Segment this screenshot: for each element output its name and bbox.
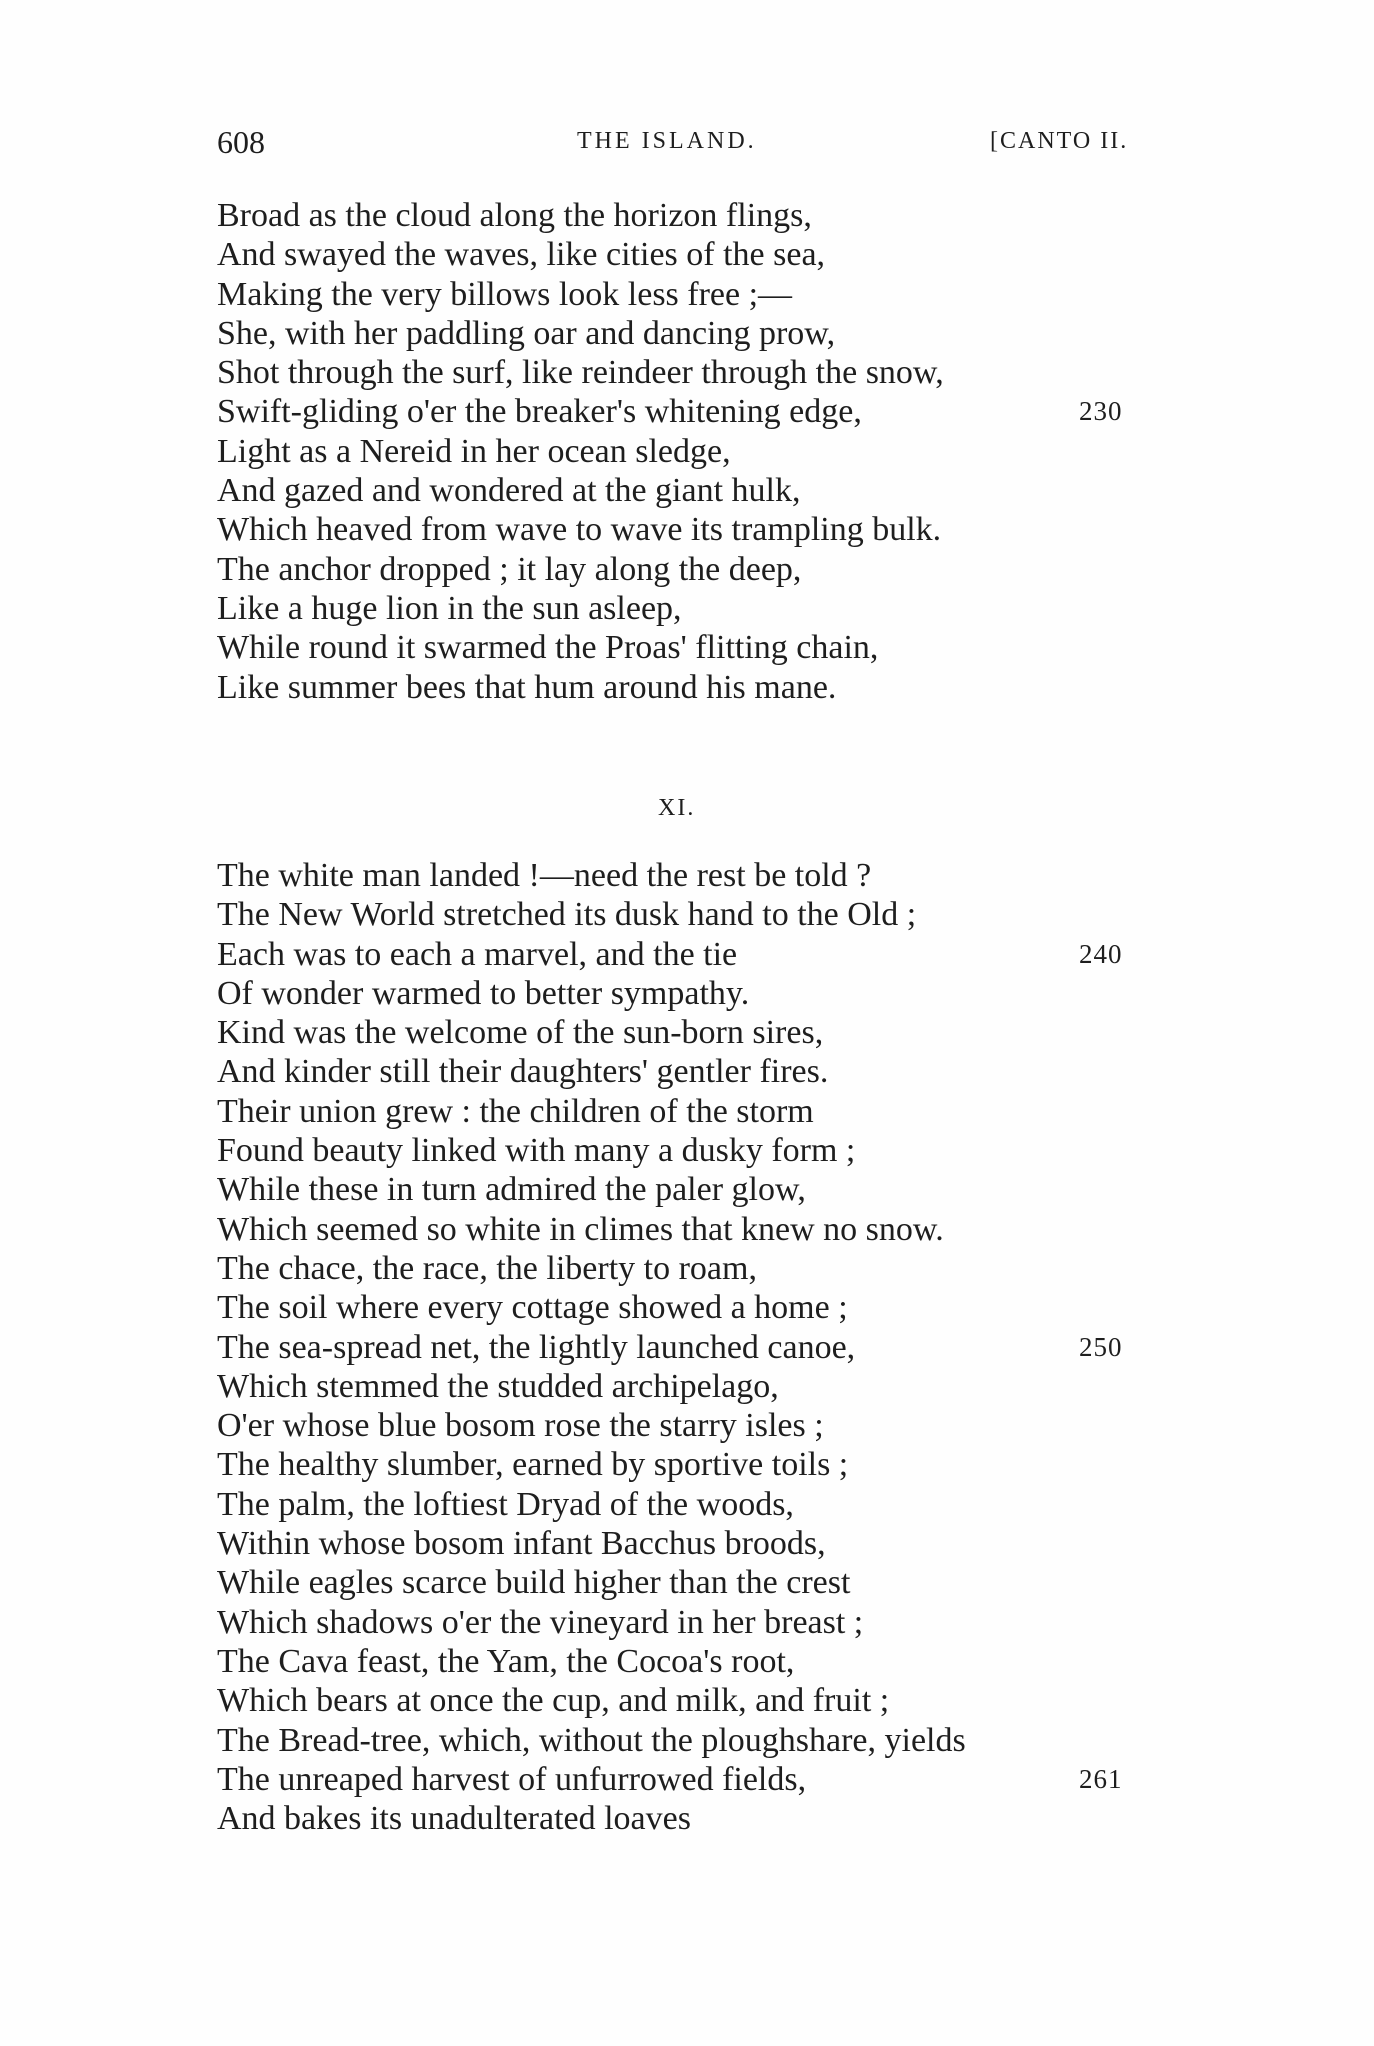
verse-line (217, 1170, 1167, 1209)
verse-text: Like summer bees that hum around his mane. (217, 668, 837, 706)
verse-line (217, 432, 1167, 471)
verse-line (217, 550, 1167, 589)
verse-text: The Bread-tree, which, without the ploughshare, yields (217, 1721, 966, 1759)
verse-line (217, 1485, 1167, 1524)
section-heading: XI. (658, 795, 696, 821)
verse-line (217, 235, 1167, 274)
verse-line (217, 1603, 1167, 1642)
verse-text: The anchor dropped ; it lay along the deep, (217, 550, 802, 588)
verse-line (217, 1328, 1167, 1367)
verse-line (217, 1642, 1167, 1681)
verse-line (217, 974, 1167, 1013)
verse-line (217, 856, 1167, 895)
verse-text: Found beauty linked with many a dusky form ; (217, 1132, 856, 1170)
verse-line (217, 589, 1167, 628)
verse-line (217, 668, 1167, 707)
verse-line (217, 196, 1167, 235)
canto-label: [CANTO II. (990, 128, 1129, 154)
verse-line (217, 275, 1167, 314)
verse-line (217, 510, 1167, 549)
verse-text: While eagles scarce build higher than the crest (217, 1564, 851, 1602)
verse-text: Making the very billows look less free ;— (217, 275, 793, 313)
verse-text: Within whose bosom infant Bacchus broods, (217, 1525, 826, 1563)
verse-text: The white man landed !—need the rest be told ? (217, 857, 872, 894)
running-title: THE ISLAND. (577, 128, 757, 154)
verse-line (217, 314, 1167, 353)
verse-text: The soil where every cottage showed a home ; (217, 1289, 848, 1327)
verse-line (217, 628, 1167, 667)
stanza-x-continued (217, 196, 1167, 707)
verse-text: The New World stretched its dusk hand to the Old ; (217, 896, 917, 934)
page-number: 608 (217, 124, 265, 160)
verse-line (217, 1013, 1167, 1052)
verse-line (217, 1092, 1167, 1131)
verse-line (217, 1288, 1167, 1327)
verse-text: While these in turn admired the paler glow, (217, 1171, 806, 1209)
verse-text: Which shadows o'er the vineyard in her breast ; (217, 1603, 864, 1641)
verse-text: Which bears at once the cup, and milk, and fruit ; (217, 1682, 890, 1720)
verse-line (217, 895, 1167, 934)
verse-text: Broad as the cloud along the horizon flings, (217, 197, 812, 234)
verse-line (217, 1563, 1167, 1602)
verse-text: She, with her paddling oar and dancing prow, (217, 314, 836, 352)
verse-line (217, 935, 1167, 974)
verse-line (217, 1367, 1167, 1406)
verse-text: Which stemmed the studded archipelago, (217, 1367, 779, 1405)
verse-line (217, 1760, 1167, 1799)
verse-line (217, 1210, 1167, 1249)
verse-line (217, 471, 1167, 510)
verse-text: Which heaved from wave to wave its trampling bulk. (217, 511, 942, 549)
verse-text: The Cava feast, the Yam, the Cocoa's root, (217, 1642, 795, 1680)
verse-line (217, 1131, 1167, 1170)
verse-line (217, 1524, 1167, 1563)
verse-text: Each was to each a marvel, and the tie (217, 935, 738, 973)
verse-text: And kinder still their daughters' gentler fires. (217, 1053, 829, 1091)
verse-text: And swayed the waves, like cities of the sea, (217, 236, 826, 274)
verse-text: The sea-spread net, the lightly launched canoe, (217, 1328, 856, 1366)
verse-line (217, 1052, 1167, 1091)
verse-text: Kind was the welcome of the sun-born sires, (217, 1014, 824, 1052)
verse-text: And gazed and wondered at the giant hulk, (217, 472, 801, 510)
line-number: 230 (1079, 396, 1123, 427)
verse-text: Their union grew : the children of the storm (217, 1092, 814, 1130)
verse-line (217, 1721, 1167, 1760)
line-number: 250 (1079, 1331, 1123, 1362)
verse-text: While round it swarmed the Proas' flitting chain, (217, 629, 879, 667)
verse-line (217, 392, 1167, 431)
verse-text: The palm, the loftiest Dryad of the woods, (217, 1485, 794, 1523)
line-number: 261 (1079, 1763, 1123, 1794)
verse-text: And bakes its unadulterated loaves (217, 1800, 691, 1838)
verse-text: Which seemed so white in climes that knew no snow. (217, 1210, 944, 1248)
stanza-xi (217, 856, 1167, 1838)
verse-text: The unreaped harvest of unfurrowed fields, (217, 1760, 807, 1798)
verse-text: The chace, the race, the liberty to roam, (217, 1249, 757, 1287)
verse-line (217, 353, 1167, 392)
verse-line (217, 1799, 1167, 1838)
line-number: 240 (1079, 938, 1123, 969)
verse-text: Like a huge lion in the sun asleep, (217, 589, 682, 627)
verse-line (217, 1249, 1167, 1288)
verse-text: Shot through the surf, like reindeer through the snow, (217, 354, 944, 392)
verse-line (217, 1681, 1167, 1720)
verse-line (217, 1445, 1167, 1484)
page-header (217, 124, 1167, 164)
verse-text: The healthy slumber, earned by sportive toils ; (217, 1446, 849, 1484)
verse-line (217, 1406, 1167, 1445)
verse-text: Swift-gliding o'er the breaker's whitening edge, (217, 393, 862, 431)
verse-text: Light as a Nereid in her ocean sledge, (217, 432, 731, 470)
verse-text: Of wonder warmed to better sympathy. (217, 974, 750, 1012)
verse-text: O'er whose blue bosom rose the starry isles ; (217, 1407, 824, 1445)
